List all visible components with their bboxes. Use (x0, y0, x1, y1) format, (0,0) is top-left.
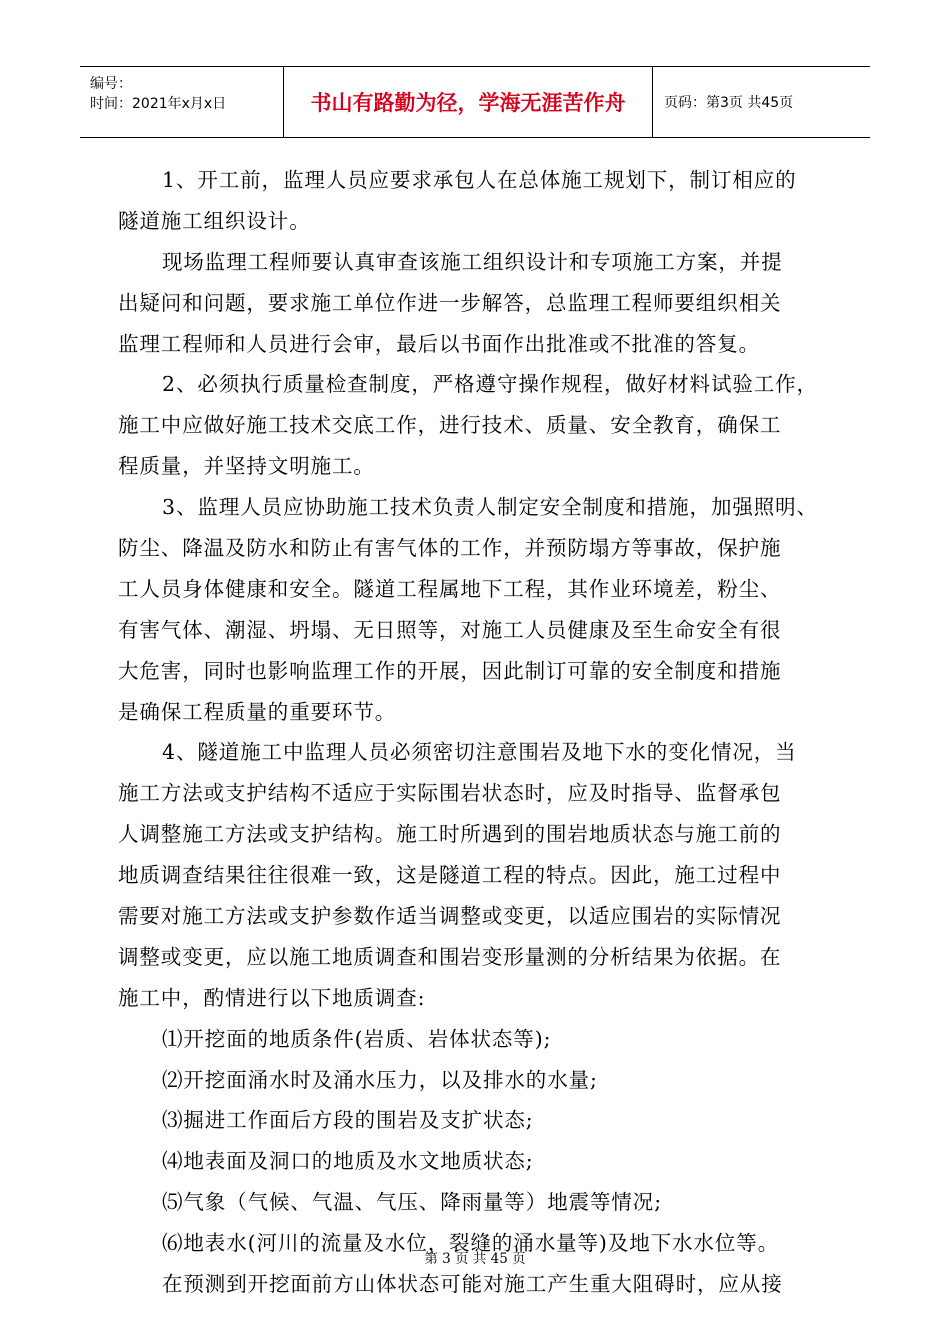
document-header (80, 66, 870, 138)
header-meta-cell (80, 67, 284, 137)
text-line: 需要对施工方法或支护参数作适当调整或变更，以适应围岩的实际情况 (118, 904, 782, 929)
text-line: 调整或变更，应以施工地质调查和围岩变形量测的分析结果为依据。在 (118, 944, 782, 969)
text-line: 施工中应做好施工技术交底工作，进行技术、质量、安全教育，确保工 (118, 413, 782, 438)
header-motto: 书山有路勤为径，学海无涯苦作舟 (284, 67, 653, 137)
text-line: ⑵开挖面涌水时及涌水压力，以及排水的水量; (162, 1067, 598, 1092)
text-line: 人调整施工方法或支护结构。施工时所遇到的围岩地质状态与施工前的 (118, 822, 782, 847)
text-line: 程质量，并坚持文明施工。 (118, 454, 375, 479)
text-line: 施工中，酌情进行以下地质调查: (118, 985, 426, 1010)
page-footer: 第 3 页 共 45 页 (424, 1251, 526, 1267)
text-line: 4、隧道施工中监理人员必须密切注意围岩及地下水的变化情况，当 (162, 740, 797, 765)
text-line: 在预测到开挖面前方山体状态可能对施工产生重大阻碍时，应从接 (162, 1272, 783, 1297)
text-line: 3、监理人员应协助施工技术负责人制定安全制度和措施，加强照明、 (162, 495, 818, 520)
text-line: ⑹地表水(河川的流量及水位，裂缝的涌水量等)及地下水水位等。 (162, 1231, 779, 1256)
header-page-info: 页码：第3页 共45页 (664, 95, 794, 111)
text-line: 1、开工前，监理人员应要求承包人在总体施工规划下，制订相应的 (162, 168, 797, 192)
text-line: 现场监理工程师要认真审查该施工组织设计和专项施工方案，并提 (162, 249, 783, 274)
document-body (118, 160, 838, 1305)
date-label: 时间：2021年x月x日 (90, 96, 227, 112)
text-line: 工人员身体健康和安全。隧道工程属地下工程，其作业环境差，粉尘、 (118, 576, 782, 601)
text-line: 2、必须执行质量检查制度，严格遵守操作规程，做好材料试验工作， (162, 372, 818, 397)
text-line: ⑷地表面及洞口的地质及水文地质状态; (162, 1149, 534, 1174)
text-line: 防尘、降温及防水和防止有害气体的工作，并预防塌方等事故，保护施 (118, 536, 782, 561)
text-line: 施工方法或支护结构不适应于实际围岩状态时，应及时指导、监督承包 (118, 781, 782, 806)
text-line: 隧道施工组织设计。 (118, 208, 311, 233)
text-line: 是确保工程质量的重要环节。 (118, 699, 397, 724)
text-line: 有害气体、潮湿、坍塌、无日照等，对施工人员健康及至生命安全有很 (118, 617, 782, 642)
text-line: 大危害，同时也影响监理工作的开展，因此制订可靠的安全制度和措施 (118, 658, 782, 683)
text-line: 地质调查结果往往很难一致，这是隧道工程的特点。因此，施工过程中 (118, 863, 782, 888)
text-line: 出疑问和问题，要求施工单位作进一步解答，总监理工程师要组织相关 (118, 290, 782, 315)
number-label: 编号： (90, 76, 132, 92)
text-line: ⑴开挖面的地质条件(岩质、岩体状态等); (162, 1026, 552, 1051)
text-line: 监理工程师和人员进行会审，最后以书面作出批准或不批准的答复。 (118, 331, 760, 356)
text-line: ⑶掘进工作面后方段的围岩及支扩状态; (162, 1108, 534, 1133)
text-line: ⑸气象（气候、气温、气压、降雨量等）地震等情况; (162, 1190, 663, 1215)
